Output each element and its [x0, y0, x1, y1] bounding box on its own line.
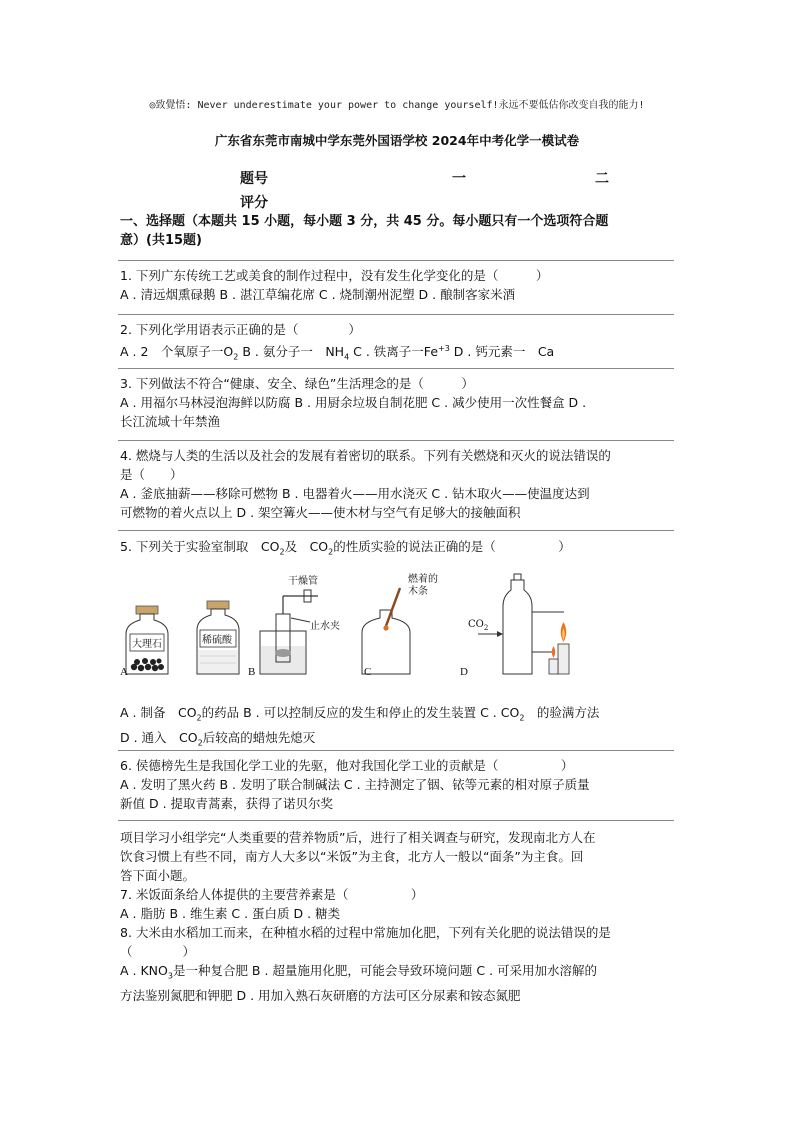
- reading-passage: [120, 828, 675, 1005]
- divider: [118, 314, 674, 315]
- question-6-options-line1: A . 发明了黑火药 B . 发明了联合制碱法 C . 主持测定了铟、铱等元素的相对原子质量: [120, 777, 590, 792]
- divider: [118, 820, 674, 821]
- score-col-1: 一: [452, 171, 466, 187]
- question-3: [120, 374, 675, 431]
- question-2: [120, 320, 675, 367]
- divider: [118, 750, 674, 751]
- question-4: [120, 446, 675, 522]
- acid-label: 稀硫酸: [202, 635, 232, 646]
- question-5-options-line2: [120, 728, 675, 753]
- q8-opt-a: A . KNO: [120, 963, 168, 978]
- q5-opt2-a: D . 通入 CO: [120, 729, 198, 745]
- question-1: [120, 266, 675, 304]
- q8-opt-rest: 是一种复合肥 B . 超量施用化肥，可能会导致环境问题 C . 可采用加水溶解的: [172, 963, 598, 978]
- divider: [118, 368, 674, 369]
- question-8-stem-line1: 8. 大米由水稻加工而来，在种植水稻的过程中常施加化肥，下列有关化肥的说法错误的是: [120, 925, 611, 940]
- question-2-options: [120, 339, 675, 367]
- question-3-options-line2: 长江流域十年禁渔: [120, 414, 221, 429]
- question-6-stem: 6. 侯德榜先生是我国化学工业的先驱，他对我国化学工业的贡献是（ ）: [120, 758, 574, 773]
- question-5-stem: [120, 537, 675, 562]
- fig-label-c: C: [364, 666, 372, 678]
- section-heading-line2: 意）(共15题): [120, 233, 202, 248]
- q5-stem-b: 及 CO: [284, 539, 329, 554]
- q2-sub-b: 4: [344, 352, 350, 362]
- q5-stem-sub2: 2: [328, 547, 334, 557]
- question-6: [120, 756, 675, 813]
- passage-line1: 项目学习小组学完“人类重要的营养物质”后，进行了相关调查与研究，发现南北方人在: [120, 830, 596, 845]
- question-5-options-line1: [120, 703, 675, 728]
- question-2-stem: 2. 下列化学用语表示正确的是（ ）: [120, 322, 361, 337]
- exam-title: 广东省东莞市南城中学东莞外国语学校 2024年中考化学一模试卷: [214, 133, 580, 148]
- question-4-options-line1: A . 釜底抽薪——移除可燃物 B . 电器着火——用水浇灭 C . 钻木取火——使温度达到: [120, 486, 590, 501]
- clamp-label: 止水夹: [310, 621, 340, 632]
- divider: [118, 440, 674, 441]
- beaker-apparatus: [260, 590, 318, 674]
- q5-opt1-a: A . 制备 CO: [120, 705, 197, 720]
- q5-stem-sub1: 2: [279, 547, 285, 557]
- question-3-stem: 3. 下列做法不符合“健康、安全、绿色”生活理念的是（ ）: [120, 376, 474, 391]
- co2-label-text: CO: [468, 619, 484, 630]
- question-8-options-line1: [120, 961, 675, 986]
- q5-opt1-sub1: 2: [196, 713, 202, 723]
- stick-label-1: 燃着的: [408, 574, 438, 585]
- passage-line2: 饮食习惯上有些不同，南方人大多以“米饭”为主食，北方人一般以“面条”为主食。回: [120, 849, 584, 864]
- experiment-diagram: [118, 568, 598, 683]
- q5-stem-c: 的性质实验的说法正确的是（ ）: [333, 539, 571, 554]
- q5-opt1-sub2: 2: [519, 713, 525, 723]
- candle-apparatus: [478, 574, 569, 674]
- section-heading-line1: 一、选择题（本题共 15 小题，每小题 3 分，共 45 分。每小题只有一个选项符合题: [120, 214, 609, 229]
- header-motto: ◎致覺悟: Never underestimate your power to change yourself!永远不要低估你改变自我的能力!: [149, 100, 645, 111]
- q5-opt2-sub: 2: [197, 738, 203, 747]
- q5-opt1-b: 的药品 B . 可以控制反应的发生和停止的发生装置 C . CO: [201, 705, 520, 720]
- question-8-stem-line2: （ ）: [120, 944, 196, 959]
- marble-label: 大理石: [132, 639, 162, 650]
- q2-option-b: B . 氨分子一 NH: [238, 344, 345, 360]
- fig-label-d: D: [460, 666, 468, 678]
- score-col-2: 二: [595, 171, 609, 187]
- q2-option-a: A . 2 个氧原子一O: [120, 344, 234, 360]
- question-7-options: A . 脂肪 B . 维生素 C . 蛋白质 D . 糖类: [120, 906, 341, 921]
- stick-label-2: 木条: [408, 586, 428, 597]
- passage-line3: 答下面小题。: [120, 868, 196, 883]
- experiment-figures: [118, 568, 598, 683]
- fig-label-a: A: [120, 666, 128, 678]
- question-4-options-line2: 可燃物的着火点以上 D . 架空篝火——使木材与空气有足够大的接触面积: [120, 505, 521, 520]
- dryer-label: 干燥管: [288, 576, 318, 587]
- q5-opt2-b: 后较高的蜡烛先熄灭: [202, 729, 316, 745]
- question-4-stem-line1: 4. 燃烧与人类的生活以及社会的发展有着密切的联系。下列有关燃烧和灭火的说法错误的: [120, 448, 611, 463]
- co2-label-sub: 2: [483, 624, 489, 632]
- question-8-options-line2: 方法鉴别氮肥和钾肥 D . 用加入熟石灰研磨的方法可区分尿素和铵态氮肥: [120, 987, 521, 1003]
- q5-opt1-c: 的验满方法: [524, 705, 600, 720]
- section-heading: [120, 212, 680, 250]
- divider: [118, 530, 674, 531]
- score-table: [0, 168, 794, 212]
- question-4-stem-line2: 是（ ）: [120, 467, 183, 482]
- q5-stem-a: 5. 下列关于实验室制取 CO: [120, 539, 280, 554]
- q8-opt-a-sub: 3: [167, 971, 173, 981]
- question-5: [120, 537, 675, 562]
- q2-sup-c: +3: [438, 344, 450, 353]
- q2-option-c: C . 铁离子一Fe: [349, 344, 439, 360]
- fig-label-b: B: [248, 666, 256, 678]
- question-1-options: A . 清远烟熏碌鹅 B . 湛江草编花席 C . 烧制潮州泥塑 D . 酿制客家米酒: [120, 287, 516, 302]
- co2-label: [468, 619, 488, 632]
- question-1-stem: 1. 下列广东传统工艺或美食的制作过程中，没有发生化学变化的是（ ）: [120, 268, 549, 283]
- score-row-label-score: 评分: [240, 195, 268, 211]
- divider: [118, 260, 674, 261]
- q2-option-d: D . 钙元素一 Ca: [449, 344, 555, 360]
- question-3-options-line1: A . 用福尔马林浸泡海鲜以防腐 B . 用厨余垃圾自制花肥 C . 减少使用一次性餐盒 D .: [120, 395, 587, 410]
- q2-sub-a: 2: [233, 352, 239, 362]
- question-7-stem: 7. 米饭面条给人体提供的主要营养素是（ ）: [120, 887, 424, 902]
- score-row-label-number: 题号: [240, 171, 268, 187]
- question-5-options: [120, 703, 675, 752]
- question-6-options-line2: 新值 D . 提取青蒿素，获得了诺贝尔奖: [120, 796, 334, 811]
- gas-jar: [362, 588, 410, 674]
